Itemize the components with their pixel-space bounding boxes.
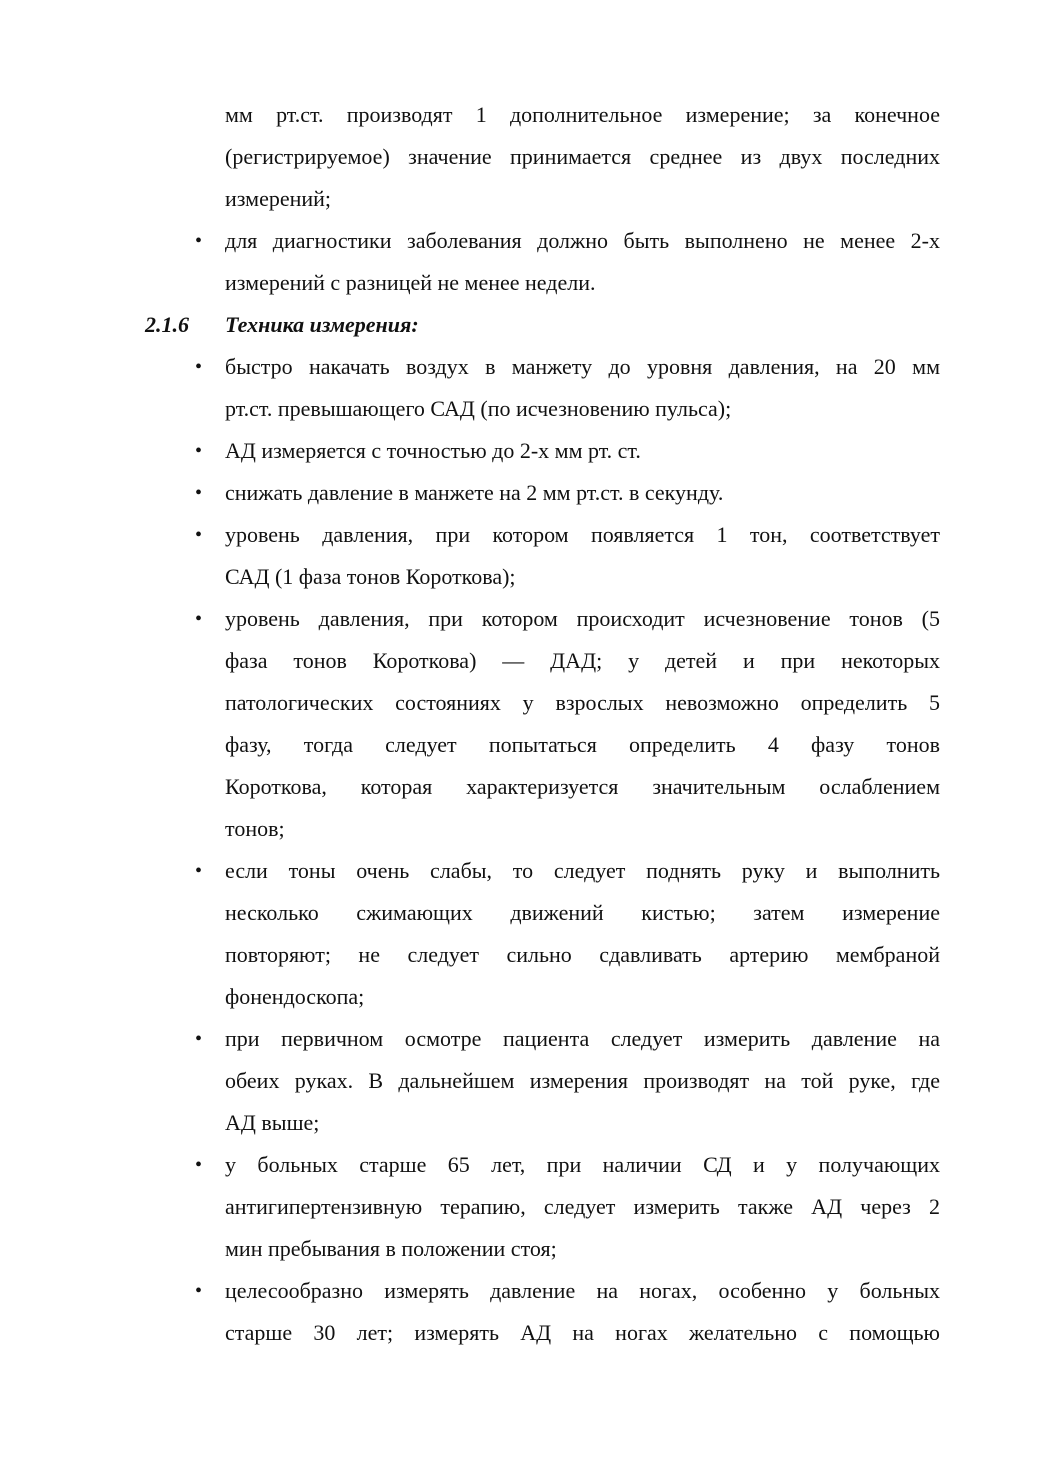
- bullet-item: [225, 430, 940, 472]
- bullet-marker: •: [195, 1154, 203, 1176]
- section-number: 2.1.6: [145, 312, 189, 337]
- text-line: тонов;: [225, 816, 285, 841]
- text-line: мм рт.ст. производят 1 дополнительное измерение; за конечное: [225, 102, 940, 127]
- text-line: целесообразно измерять давление на ногах, особенно у больных: [225, 1278, 940, 1303]
- bullet-marker: •: [195, 482, 203, 504]
- continuation-paragraph: [225, 94, 940, 220]
- bullet-item: [225, 598, 940, 850]
- text-line: АД измеряется с точностью до 2-х мм рт. ст.: [225, 438, 641, 463]
- bullet-item: [225, 220, 940, 304]
- text-line: АД выше;: [225, 1110, 320, 1135]
- bullet-item: [225, 1144, 940, 1270]
- text-line: обеих руках. В дальнейшем измерения производят на той руке, где: [225, 1068, 940, 1093]
- bullet-marker: •: [195, 1028, 203, 1050]
- bullet-item: [225, 1018, 940, 1144]
- text-line: быстро накачать воздух в манжету до уровня давления, на 20 мм: [225, 354, 940, 379]
- text-line: патологических состояниях у взрослых невозможно определить 5: [225, 690, 940, 715]
- section-title: Техника измерения:: [225, 312, 419, 337]
- bullet-item: [225, 1270, 940, 1354]
- bullet-item: [225, 850, 940, 1018]
- text-line: несколько сжимающих движений кистью; затем измерение: [225, 900, 940, 925]
- bullet-item: [225, 472, 940, 514]
- text-line: старше 30 лет; измерять АД на ногах желательно с помощью: [225, 1320, 940, 1345]
- text-line: снижать давление в манжете на 2 мм рт.ст. в секунду.: [225, 480, 724, 505]
- text-line: рт.ст. превышающего САД (по исчезновению пульса);: [225, 396, 732, 421]
- text-line: мин пребывания в положении стоя;: [225, 1236, 557, 1261]
- bullet-marker: •: [195, 230, 203, 252]
- text-line: для диагностики заболевания должно быть выполнено не менее 2-х: [225, 228, 940, 253]
- bullet-marker: •: [195, 356, 203, 378]
- text-line: если тоны очень слабы, то следует поднять руку и выполнить: [225, 858, 940, 883]
- text-line: фонендоскопа;: [225, 984, 365, 1009]
- text-line: уровень давления, при котором появляется 1 тон, соответствует: [225, 522, 940, 547]
- text-line: повторяют; не следует сильно сдавливать артерию мембраной: [225, 942, 940, 967]
- bullet-marker: •: [195, 440, 203, 462]
- text-line: Короткова, которая характеризуется значительным ослаблением: [225, 774, 940, 799]
- bullet-marker: •: [195, 860, 203, 882]
- text-line: измерений с разницей не менее недели.: [225, 270, 596, 295]
- text-line: фаза тонов Короткова) — ДАД; у детей и при некоторых: [225, 648, 940, 673]
- text-line: при первичном осмотре пациента следует измерить давление на: [225, 1026, 940, 1051]
- text-line: антигипертензивную терапию, следует измерить также АД через 2: [225, 1194, 940, 1219]
- bullet-marker: •: [195, 524, 203, 546]
- bullet-item: [225, 346, 940, 430]
- bullet-marker: •: [195, 608, 203, 630]
- text-line: уровень давления, при котором происходит исчезновение тонов (5: [225, 606, 940, 631]
- bullet-marker: •: [195, 1280, 203, 1302]
- text-line: у больных старше 65 лет, при наличии СД и у получающих: [225, 1152, 940, 1177]
- text-line: измерений;: [225, 186, 332, 211]
- text-line: (регистрируемое) значение принимается среднее из двух последних: [225, 144, 940, 169]
- text-line: фазу, тогда следует попытаться определить 4 фазу тонов: [225, 732, 940, 757]
- text-line: САД (1 фаза тонов Короткова);: [225, 564, 516, 589]
- bullet-item: [225, 514, 940, 598]
- section-heading: [145, 304, 419, 346]
